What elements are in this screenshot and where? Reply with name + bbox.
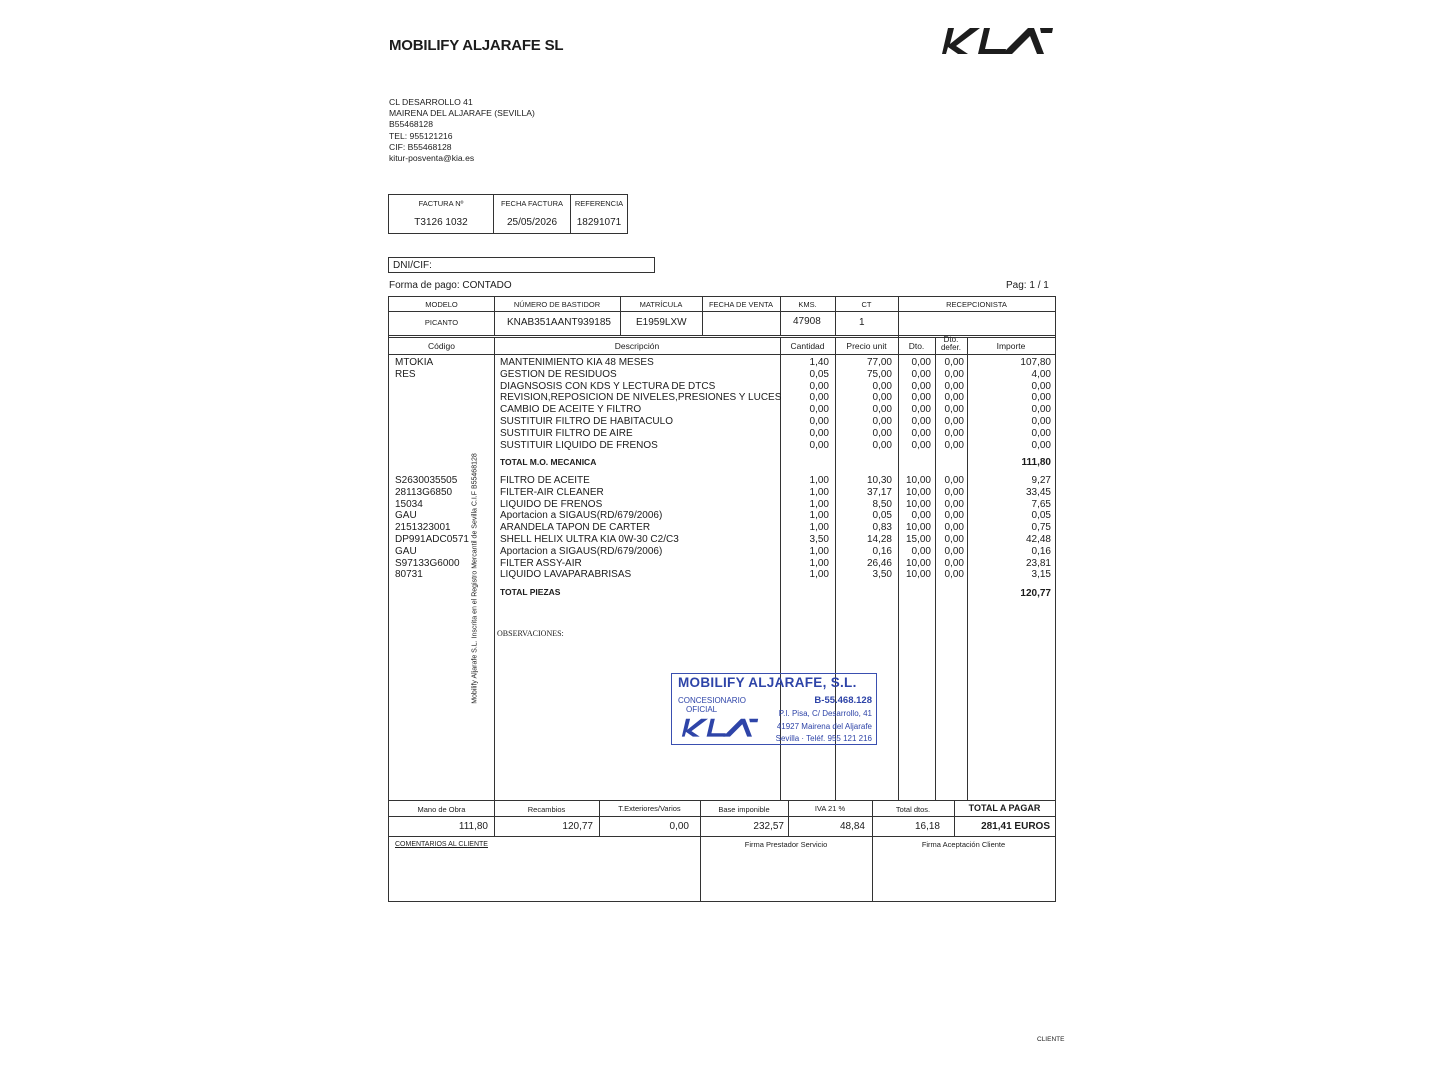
ct-value: 1 (859, 317, 865, 328)
line-deferred-discount: 0,00 (944, 557, 964, 569)
client-comments-label: COMENTARIOS AL CLIENTE (395, 841, 488, 848)
payment-method: Forma de pago: CONTADO (389, 280, 512, 291)
line-discount: 0,00 (911, 368, 931, 380)
line-code: S2630035505 (395, 475, 458, 486)
line-code: RES (395, 368, 416, 380)
line-discount: 0,00 (911, 404, 931, 416)
labor-prices (835, 357, 892, 451)
line-amount: 9,27 (1031, 475, 1051, 486)
labor-quantities (780, 357, 829, 451)
invoice-header-table (388, 194, 628, 234)
line-deferred-discount: 0,00 (944, 392, 964, 404)
line-price: 0,05 (872, 510, 892, 522)
line-code: 28113G6850 (395, 486, 453, 498)
address-line: B55468128 (389, 119, 433, 130)
stamp-nif: B-55.468.128 (814, 695, 872, 706)
line-discount: 10,00 (905, 498, 931, 510)
line-code: S97133G6000 (395, 557, 460, 569)
labor-discounts (898, 357, 931, 451)
parts-total-heading: Recambios (527, 805, 566, 814)
line-deferred-discount: 0,00 (944, 498, 964, 510)
line-price: 0,00 (872, 404, 892, 416)
line-quantity: 3,50 (809, 533, 829, 545)
line-price: 77,00 (866, 357, 892, 368)
line-deferred-discount: 0,00 (944, 415, 964, 427)
line-amount: 0,00 (1031, 380, 1051, 392)
line-price: 0,00 (872, 380, 892, 392)
line-amount: 0,00 (1031, 427, 1051, 439)
line-quantity: 0,00 (809, 392, 829, 404)
parts-deferred-discounts (935, 475, 964, 581)
line-deferred-discount: 0,00 (944, 368, 964, 380)
line-amount: 0,00 (1031, 392, 1051, 404)
reference: 18291071 (571, 211, 628, 234)
labor-total-value: 111,80 (1021, 457, 1051, 468)
line-description: LIQUIDO LAVAPARABRISAS (500, 569, 632, 581)
line-code: 2151323001 (395, 522, 451, 534)
invoice-number: T3126 1032 (389, 211, 494, 234)
line-discount: 0,00 (911, 357, 931, 368)
col-discount: Dto. (908, 341, 925, 351)
line-amount: 0,05 (1031, 510, 1051, 522)
line-description: DIAGNSOSIS CON KDS Y LECTURA DE DTCS (500, 380, 716, 392)
client-signature-label: Firma Aceptación Cliente (921, 840, 1006, 849)
line-deferred-discount: 0,00 (944, 404, 964, 416)
line-amount: 0,00 (1031, 415, 1051, 427)
vat-heading: IVA 21 % (814, 804, 846, 813)
line-quantity: 0,05 (809, 368, 829, 380)
stamp-name: MOBILIFY ALJARAFE, S.L. (678, 675, 857, 690)
line-deferred-discount: 0,00 (944, 427, 964, 439)
col-quantity: Cantidad (790, 341, 825, 351)
line-price: 0,00 (872, 439, 892, 451)
line-price: 8,50 (872, 498, 892, 510)
stamp-line1: CONCESIONARIO (678, 696, 747, 705)
grand-total-amount: 281,41 EUROS (981, 821, 1050, 832)
vin-value: KNAB351AANT939185 (507, 317, 611, 328)
kia-logo (940, 24, 1055, 56)
line-amount: 33,45 (1025, 486, 1051, 498)
line-quantity: 1,00 (809, 486, 829, 498)
discount-total-heading: Total dtos. (895, 805, 931, 814)
col-code: Código (428, 341, 455, 351)
line-deferred-discount: 0,00 (944, 380, 964, 392)
labor-amounts (967, 357, 1051, 451)
stamp-address (776, 708, 872, 746)
line-description: MANTENIMIENTO KIA 48 MESES (500, 357, 654, 368)
page-number: Pag: 1 / 1 (1006, 280, 1049, 291)
stamp-address-line: P.I. Pisa, C/ Desarrollo, 41 (778, 709, 872, 718)
line-discount: 0,00 (911, 439, 931, 451)
copy-label: CLIENTE (1037, 1036, 1065, 1043)
external-total-amount: 0,00 (669, 821, 689, 832)
line-deferred-discount: 0,00 (944, 357, 964, 368)
labor-codes (395, 357, 433, 381)
line-quantity: 0,00 (809, 439, 829, 451)
line-code: MTOKIA (395, 357, 434, 368)
line-description: ARANDELA TAPON DE CARTER (500, 522, 651, 534)
line-quantity: 0,00 (809, 404, 829, 416)
provider-signature-label: Firma Prestador Servicio (744, 840, 828, 849)
line-deferred-discount: 0,00 (944, 522, 964, 534)
line-code: 80731 (395, 569, 423, 581)
parts-quantities (780, 475, 829, 581)
receptionist-label: RECEPCIONISTA (946, 300, 1007, 309)
vin-label: NÚMERO DE BASTIDOR (513, 300, 601, 309)
line-quantity: 1,00 (809, 498, 829, 510)
line-description: Aportacion a SIGAUS(RD/679/2006) (500, 510, 663, 522)
dni-field: DNI/CIF: (388, 257, 655, 273)
col-unit-price: Precio unit (846, 341, 887, 351)
line-quantity: 0,00 (809, 415, 829, 427)
line-discount: 10,00 (905, 569, 931, 581)
parts-total-amount: 120,77 (562, 821, 593, 832)
invoice-number-label: FACTURA Nº (389, 195, 494, 212)
line-discount: 0,00 (911, 427, 931, 439)
address-line: kitur-posventa@kia.es (389, 153, 475, 164)
grand-total-heading: TOTAL A PAGAR (968, 803, 1041, 813)
line-quantity: 1,00 (809, 475, 829, 486)
line-amount: 42,48 (1025, 533, 1051, 545)
model-label: MODELO (425, 300, 458, 309)
line-amount: 23,81 (1025, 557, 1051, 569)
line-deferred-discount: 0,00 (944, 510, 964, 522)
line-description: LIQUIDO DE FRENOS (500, 498, 603, 510)
line-description: CAMBIO DE ACEITE Y FILTRO (500, 404, 642, 416)
sale-date-label: FECHA DE VENTA (708, 300, 774, 309)
reference-label: REFERENCIA (571, 195, 628, 212)
line-description: FILTER ASSY-AIR (500, 557, 582, 569)
model-value: PICANTO (424, 318, 459, 327)
tax-base-heading: Base imponible (718, 805, 770, 814)
line-description: SHELL HELIX ULTRA KIA 0W-30 C2/C3 (500, 533, 679, 545)
address-line: TEL: 955121216 (389, 130, 453, 141)
line-amount: 7,65 (1031, 498, 1051, 510)
labor-total-label: TOTAL M.O. MECANICA (500, 457, 597, 467)
line-discount: 0,00 (911, 380, 931, 392)
line-deferred-discount: 0,00 (944, 533, 964, 545)
line-description: GESTION DE RESIDUOS (500, 368, 617, 380)
labor-deferred-discounts (935, 357, 964, 451)
line-amount: 107,80 (1020, 357, 1051, 368)
plate-label: MATRÍCULA (639, 300, 683, 309)
line-amount: 0,00 (1031, 404, 1051, 416)
line-deferred-discount: 0,00 (944, 475, 964, 486)
line-amount: 3,15 (1031, 569, 1051, 581)
address-line: CL DESARROLLO 41 (389, 97, 473, 107)
line-quantity: 1,00 (809, 545, 829, 557)
discount-total-amount: 16,18 (914, 821, 940, 832)
parts-prices (835, 475, 892, 581)
registry-note: Mobilify Aljarafe S.L. Inscrita en el Registro Mercantil de Sevilla C.I.F B55468128 (471, 453, 479, 704)
company-name: MOBILIFY ALJARAFE SL (389, 37, 564, 54)
line-code: 15034 (395, 498, 423, 510)
line-price: 37,17 (866, 486, 892, 498)
line-quantity: 0,00 (809, 427, 829, 439)
labor-descriptions (500, 357, 781, 451)
stamp-address-line: 41927 Mairena del Aljarafe (776, 721, 872, 731)
parts-codes (395, 475, 469, 581)
invoice-date: 25/05/2026 (494, 211, 571, 234)
line-price: 0,16 (872, 545, 892, 557)
line-code: GAU (395, 545, 417, 557)
line-deferred-discount: 0,00 (944, 439, 964, 451)
line-amount: 0,75 (1031, 522, 1051, 534)
kms-value: 47908 (793, 316, 821, 327)
stamp-address-line: Sevilla · Teléf. 955 121 216 (775, 734, 872, 743)
line-deferred-discount: 0,00 (944, 486, 964, 498)
line-price: 0,00 (872, 427, 892, 439)
line-price: 0,83 (872, 522, 892, 534)
company-stamp (671, 673, 877, 745)
line-discount: 0,00 (911, 545, 931, 557)
line-discount: 10,00 (905, 486, 931, 498)
kms-label: KMS. (798, 300, 817, 309)
line-description: SUSTITUIR FILTRO DE HABITACULO (500, 415, 673, 427)
stamp-line2: OFICIAL (686, 705, 718, 714)
line-price: 0,00 (872, 392, 892, 404)
line-description: FILTER-AIR CLEANER (500, 486, 604, 498)
line-discount: 0,00 (911, 415, 931, 427)
observations-label: OBSERVACIONES: (497, 629, 564, 638)
line-discount: 0,00 (911, 510, 931, 522)
line-quantity: 1,40 (809, 357, 829, 368)
line-price: 0,00 (872, 415, 892, 427)
plate-value: E1959LXW (636, 317, 687, 328)
address-line: CIF: B55468128 (389, 141, 452, 152)
line-price: 3,50 (872, 569, 892, 581)
line-quantity: 1,00 (809, 569, 829, 581)
parts-discounts (898, 475, 931, 581)
external-total-heading: T.Exteriores/Varios (618, 804, 681, 813)
parts-total-label: TOTAL PIEZAS (500, 587, 561, 597)
line-quantity: 1,00 (809, 557, 829, 569)
tax-base-amount: 232,57 (753, 821, 784, 832)
line-description: Aportacion a SIGAUS(RD/679/2006) (500, 545, 663, 557)
col-deferred-discount: Dto. defer. (940, 335, 961, 352)
labor-total-heading: Mano de Obra (417, 805, 466, 814)
line-description: FILTRO DE ACEITE (500, 475, 590, 486)
line-description: SUSTITUIR LIQUIDO DE FRENOS (500, 439, 658, 451)
parts-amounts (967, 475, 1051, 581)
invoice-date-label: FECHA FACTURA (494, 195, 571, 212)
line-discount: 10,00 (905, 475, 931, 486)
company-address (389, 97, 535, 164)
line-code: DP991ADC0571 (395, 533, 469, 545)
vat-amount: 48,84 (839, 821, 865, 832)
line-discount: 0,00 (911, 392, 931, 404)
line-discount: 10,00 (905, 522, 931, 534)
line-price: 75,00 (866, 368, 892, 380)
line-quantity: 1,00 (809, 522, 829, 534)
line-price: 14,28 (866, 533, 892, 545)
col-description: Descripción (614, 341, 660, 351)
ct-label: CT (861, 300, 872, 309)
parts-total-value: 120,77 (1020, 588, 1051, 599)
line-quantity: 0,00 (809, 380, 829, 392)
line-description: SUSTITUIR FILTRO DE AIRE (500, 427, 633, 439)
line-price: 10,30 (866, 475, 892, 486)
line-description: REVISION,REPOSICION DE NIVELES,PRESIONES Y LUCES (500, 392, 782, 404)
line-price: 26,46 (866, 557, 892, 569)
line-discount: 10,00 (905, 557, 931, 569)
line-deferred-discount: 0,00 (944, 569, 964, 581)
line-quantity: 1,00 (809, 510, 829, 522)
labor-total-amount: 111,80 (458, 821, 488, 832)
parts-descriptions (500, 475, 679, 581)
stamp-kia-logo (678, 716, 762, 738)
line-amount: 0,16 (1031, 545, 1051, 557)
line-discount: 15,00 (905, 533, 931, 545)
line-amount: 4,00 (1031, 368, 1051, 380)
line-deferred-discount: 0,00 (944, 545, 964, 557)
line-code: GAU (395, 510, 417, 522)
line-amount: 0,00 (1031, 439, 1051, 451)
address-line: MAIRENA DEL ALJARAFE (SEVILLA) (389, 108, 535, 119)
invoice-body (388, 296, 1056, 902)
col-amount: Importe (996, 341, 1026, 351)
